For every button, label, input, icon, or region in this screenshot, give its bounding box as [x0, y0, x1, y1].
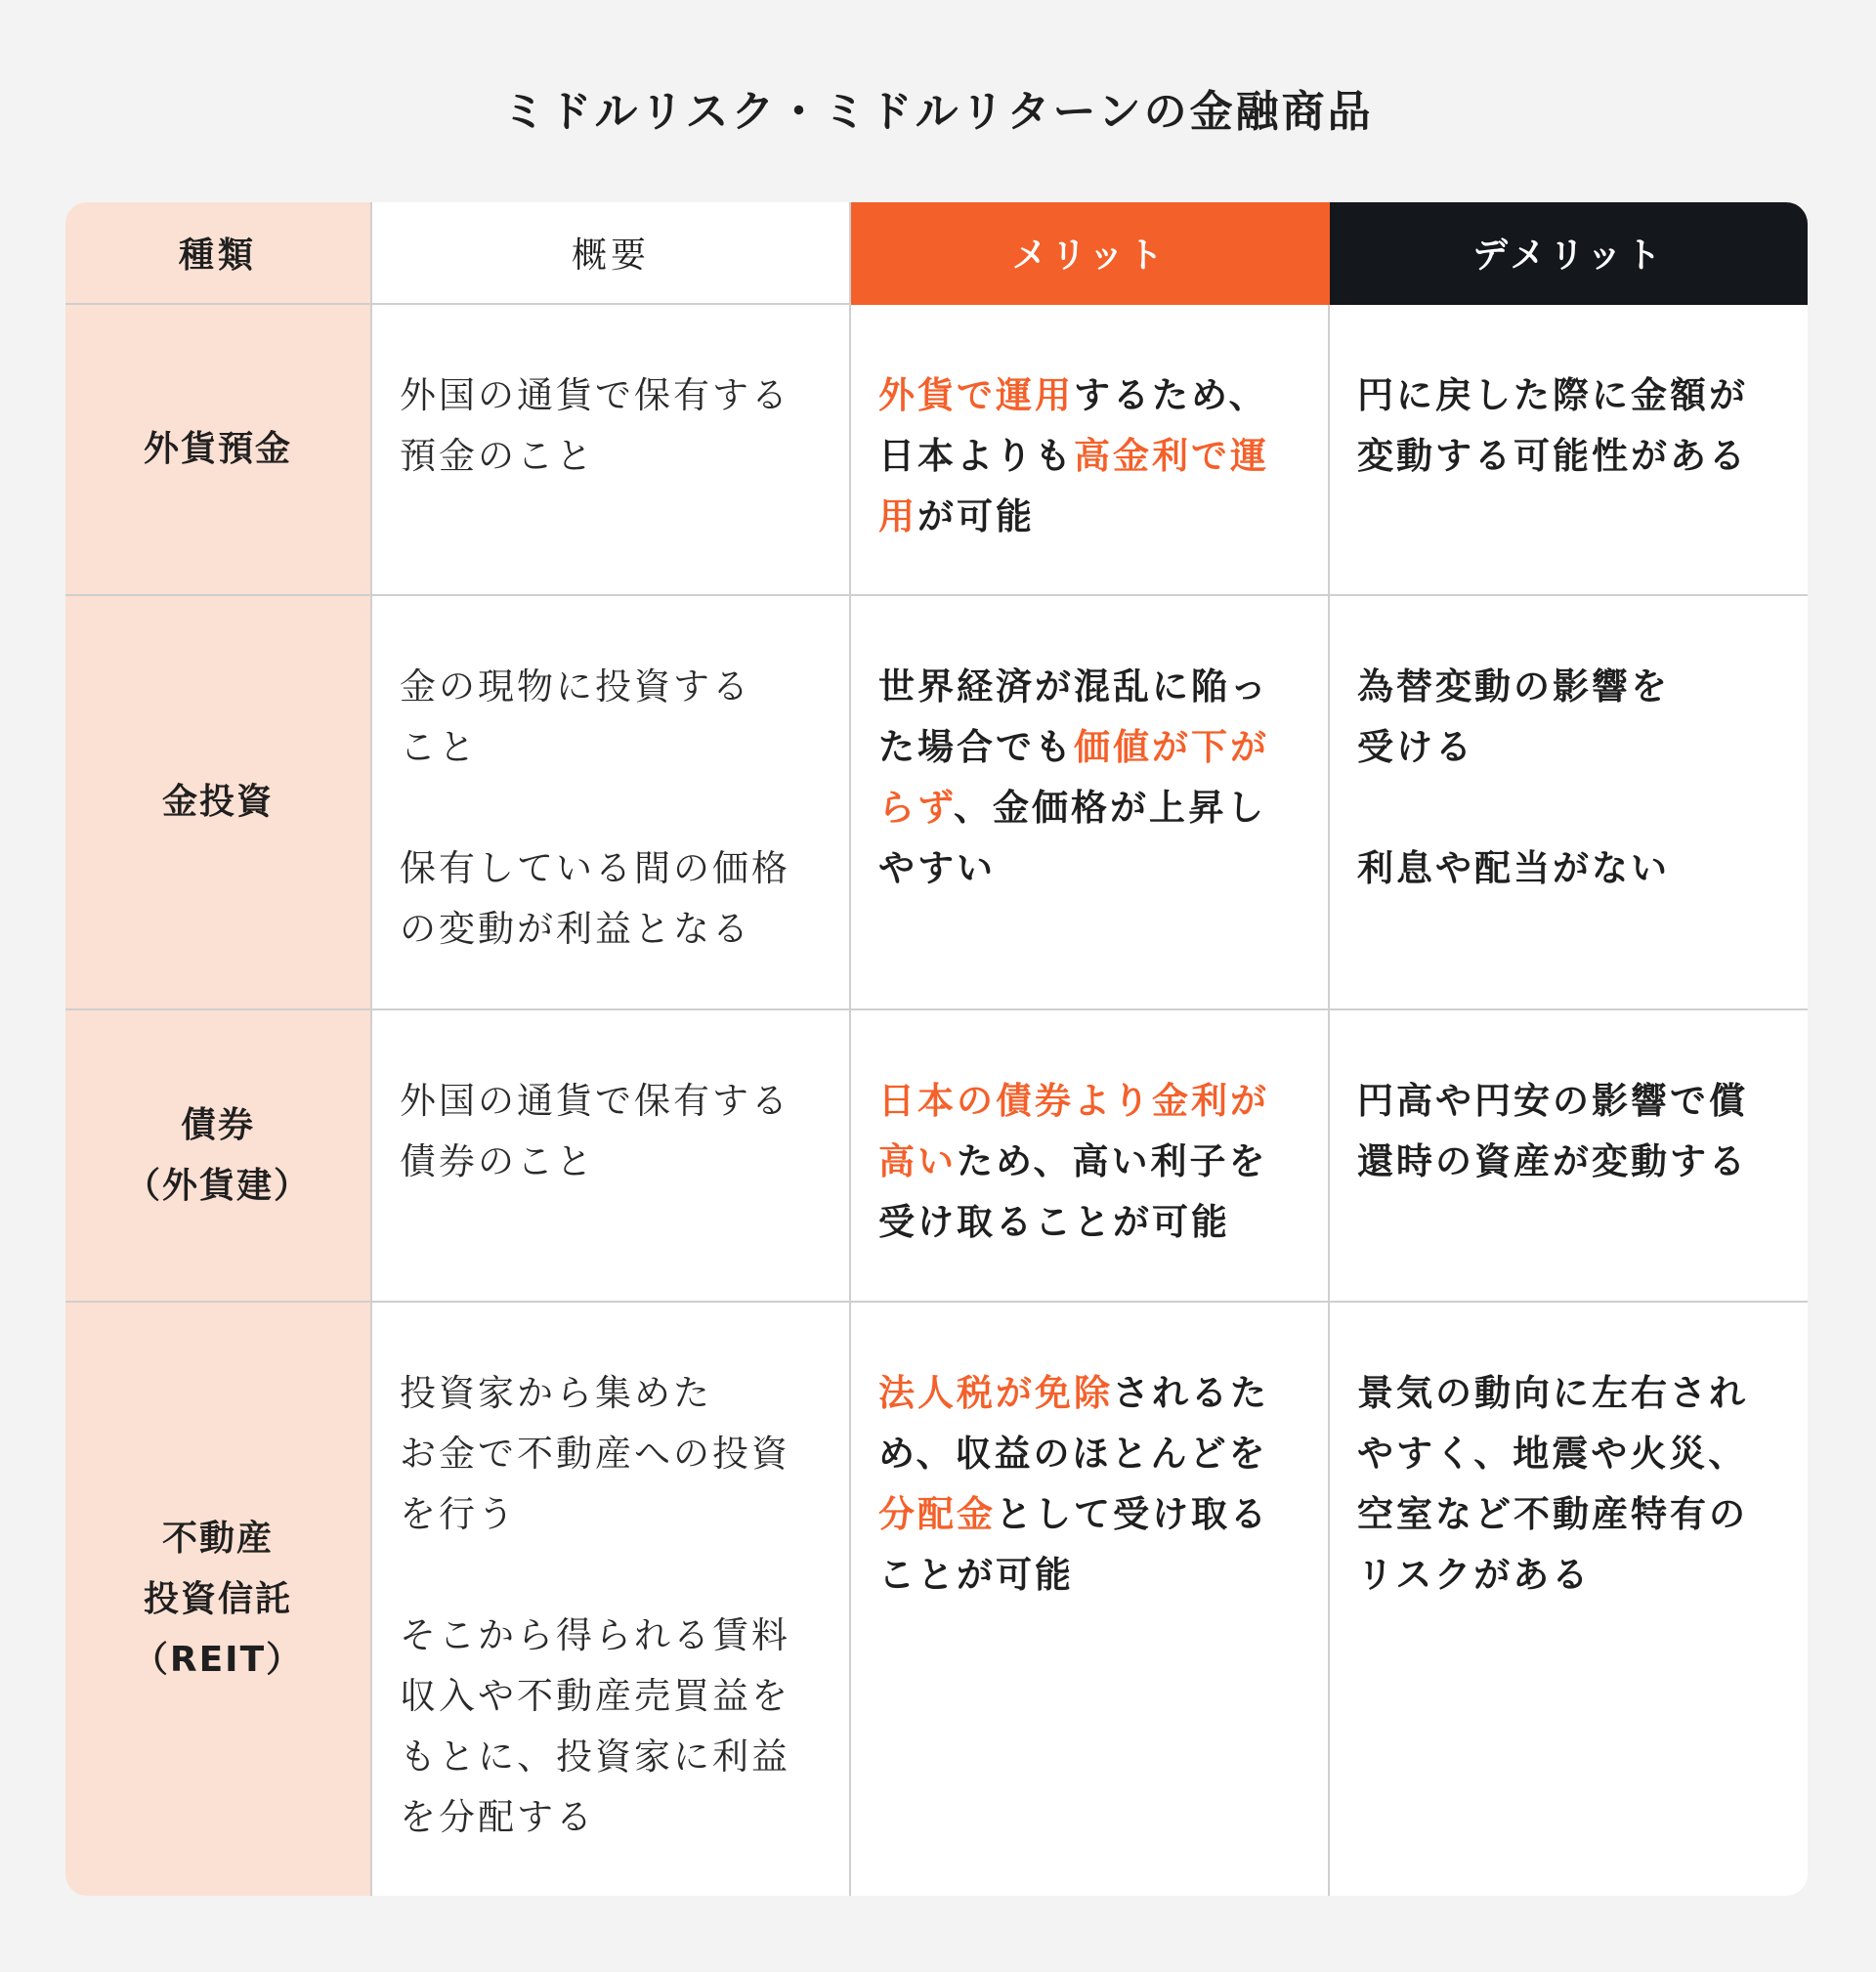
kind-label: 不動産: [161, 1519, 274, 1559]
demerit-line: やすく、地震や火災、: [1357, 1433, 1748, 1475]
demerit-line: 空室など不動産特有の: [1357, 1493, 1748, 1535]
demerit-line: 利息や配当がない: [1357, 847, 1670, 889]
merit-text: が可能: [917, 495, 1035, 537]
paragraph-gap: [1357, 778, 1780, 838]
header-merit: メリット: [850, 202, 1329, 304]
kind-cell: [65, 304, 371, 595]
merit-text: 日本よりも: [878, 435, 1074, 477]
demerit-line: 円に戻した際に金額が: [1357, 374, 1748, 416]
demerit-cell: [1329, 1009, 1808, 1302]
merit-text: として受け取る: [996, 1493, 1269, 1535]
merit-line: [878, 838, 1300, 899]
merit-line: [878, 717, 1300, 778]
merit-highlight: 外貨で運用: [878, 374, 1074, 416]
summary-line: 外国の通貨で保有する: [400, 374, 790, 416]
merit-highlight: 高金利で運: [1074, 435, 1269, 477]
comparison-table: [65, 202, 1808, 1896]
summary-line: 保有している間の価格: [400, 847, 790, 889]
demerit-line: 変動する可能性がある: [1357, 435, 1748, 477]
demerit-cell: [1329, 304, 1808, 595]
merit-line: [878, 778, 1300, 838]
merit-highlight: らず: [878, 787, 955, 829]
kind-cell: [65, 595, 371, 1009]
demerit-line: 円高や円安の影響で償: [1357, 1080, 1748, 1122]
summary-cell: [371, 595, 850, 1009]
summary-line: 収入や不動産売買益を: [400, 1675, 790, 1717]
merit-line: [878, 487, 1300, 547]
merit-text: た場合でも: [878, 726, 1074, 768]
merit-line: [878, 1363, 1300, 1424]
merit-cell: [850, 304, 1329, 595]
merit-line: [878, 1132, 1300, 1192]
kind-label: 投資信託: [143, 1579, 292, 1619]
kind-label: 金投資: [161, 782, 274, 822]
demerit-cell: [1329, 1302, 1808, 1896]
merit-highlight: 高い: [878, 1140, 957, 1182]
merit-text: め、収益のほとんどを: [878, 1433, 1268, 1475]
merit-text: されるた: [1113, 1372, 1269, 1414]
merit-highlight: 法人税が免除: [878, 1372, 1113, 1414]
summary-line: 外国の通貨で保有する: [400, 1080, 790, 1122]
summary-line: 投資家から集めた: [400, 1372, 712, 1414]
demerit-line: 還時の資産が変動する: [1357, 1140, 1748, 1182]
merit-text: 、金価格が上昇し: [954, 787, 1267, 829]
summary-cell: [371, 1302, 850, 1896]
paragraph-gap: [400, 1545, 822, 1606]
merit-highlight: 価値が下が: [1074, 726, 1269, 768]
kind-label: 外貨預金: [143, 429, 292, 469]
merit-line: [878, 1192, 1300, 1253]
merit-line: [878, 657, 1300, 717]
demerit-line: 受ける: [1357, 726, 1474, 768]
table-row-foreign-bond: [65, 1009, 1808, 1302]
kind-label: 債券: [180, 1104, 255, 1145]
merit-cell: [850, 595, 1329, 1009]
summary-line: もとに、投資家に利益: [400, 1736, 790, 1778]
summary-line: を分配する: [400, 1796, 595, 1838]
merit-line: [878, 365, 1300, 426]
summary-line: そこから得られる賃料: [400, 1614, 790, 1656]
kind-cell: [65, 1009, 371, 1302]
merit-highlight: 分配金: [878, 1493, 996, 1535]
table-row-foreign-deposit: [65, 304, 1808, 595]
kind-label: （REIT）: [132, 1640, 304, 1680]
header-summary: 概要: [371, 202, 850, 304]
summary-cell: [371, 304, 850, 595]
merit-cell: [850, 1302, 1329, 1896]
summary-line: 債券のこと: [400, 1140, 595, 1182]
paragraph-gap: [400, 778, 822, 838]
demerit-cell: [1329, 595, 1808, 1009]
summary-line: こと: [400, 726, 478, 768]
summary-line: 預金のこと: [400, 435, 595, 477]
merit-text: 世界経済が混乱に陥っ: [878, 665, 1269, 707]
summary-line: 金の現物に投資する: [400, 665, 751, 707]
summary-cell: [371, 1009, 850, 1302]
header-demerit: デメリット: [1329, 202, 1808, 304]
table-row-reit: [65, 1302, 1808, 1896]
merit-line: [878, 1545, 1300, 1606]
merit-line: [878, 1484, 1300, 1545]
merit-highlight: 日本の債券より金利が: [878, 1080, 1269, 1122]
merit-text: するため、: [1074, 374, 1268, 416]
merit-line: [878, 1424, 1300, 1484]
merit-highlight: 用: [878, 495, 917, 537]
demerit-line: リスクがある: [1357, 1554, 1592, 1596]
table-header-row: [65, 202, 1808, 304]
kind-cell: [65, 1302, 371, 1896]
summary-line: お金で不動産への投資: [400, 1433, 790, 1475]
merit-text: 受け取ることが可能: [878, 1201, 1230, 1243]
merit-cell: [850, 1009, 1329, 1302]
header-kind: 種類: [65, 202, 371, 304]
page-title: ミドルリスク・ミドルリターンの金融商品: [502, 87, 1374, 137]
merit-text: やすい: [878, 847, 996, 889]
table-row-gold-investment: [65, 595, 1808, 1009]
merit-line: [878, 1071, 1300, 1132]
kind-label: （外貨建）: [124, 1165, 311, 1206]
summary-line: を行う: [400, 1493, 517, 1535]
comparison-table-container: [65, 202, 1808, 1896]
demerit-line: 景気の動向に左右され: [1357, 1372, 1748, 1414]
demerit-line: 為替変動の影響を: [1357, 665, 1670, 707]
summary-line: の変動が利益となる: [400, 908, 751, 950]
merit-text: ため、高い利子を: [957, 1140, 1268, 1182]
merit-line: [878, 426, 1300, 487]
merit-text: ことが可能: [878, 1554, 1074, 1596]
